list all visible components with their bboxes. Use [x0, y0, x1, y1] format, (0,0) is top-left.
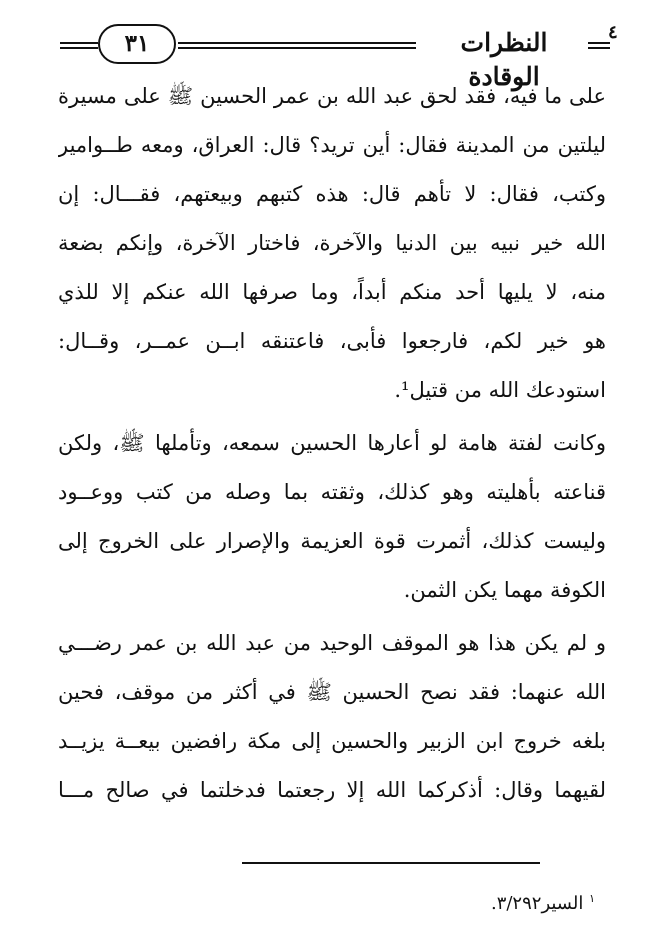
body-text [58, 72, 606, 815]
running-title: النظرات الوقادة [460, 28, 548, 91]
text-line: هو خير لكم، فارجعوا فأبى، فاعتنقه ابــن عمــر، وقــال: [58, 329, 606, 353]
header-rule-middle [178, 42, 416, 49]
header-mark: ٤ [608, 22, 618, 43]
header-rule-left [60, 42, 98, 49]
text-line: ليلتين من المدينة فقال: أين تريد؟ قال: العراق، ومعه طــوامير [58, 133, 606, 157]
text-line: قناعته بأهليته وهو كذلك، وثقته بما وصله من كتب ووعــود [58, 480, 606, 504]
footnote-rule [242, 862, 540, 864]
text-line: و لم يكن هذا هو الموقف الوحيد من عبد الله بن عمر رضـــي [58, 631, 606, 655]
text-line: الله عنهما: فقد نصح الحسين ﷺ في أكثر من موقف، فحين [58, 680, 606, 704]
text-line: وليست كذلك، أثمرت قوة العزيمة والإصرار على الخروج إلى [58, 529, 606, 553]
text-line: الكوفة مهما يكن الثمن. [403, 578, 606, 602]
text-line: الله خير نبيه بين الدنيا والآخرة، فاختار الآخرة، وإنكم بضعة [58, 231, 606, 255]
text-line: منه، لا يليها أحد منكم أبداً، وما صرفها الله عنكم إلا للذي [58, 280, 606, 304]
text-line: بلغه خروج ابن الزبير والحسين إلى مكة رافضين بيعــة يزيــد [58, 729, 606, 753]
running-header [60, 22, 620, 91]
text-line: لقيهما وقال: أذكركما الله إلا رجعتما فدخلتما في صالح مـــا [58, 778, 606, 802]
header-rule-right [588, 42, 610, 49]
footnote [491, 884, 595, 919]
footnote-marker: ١ [589, 892, 595, 905]
text-line: وكتب، فقال: لا تأهم قال: هذه كتبهم وبيعتهم، فقـــال: إن [58, 182, 606, 206]
footnote-text: السير٣/٢٩٢. [490, 893, 584, 914]
text-line: على ما فيه، فقد لحق عبد الله بن عمر الحسين ﷺ على مسيرة [58, 84, 606, 108]
text-line: استودعك الله من قتيل¹. [394, 378, 606, 402]
page-number: ٣١ [98, 24, 176, 64]
text-line: وكانت لفتة هامة لو أعارها الحسين سمعه، وتأملها ﷺ، ولكن [58, 431, 606, 455]
